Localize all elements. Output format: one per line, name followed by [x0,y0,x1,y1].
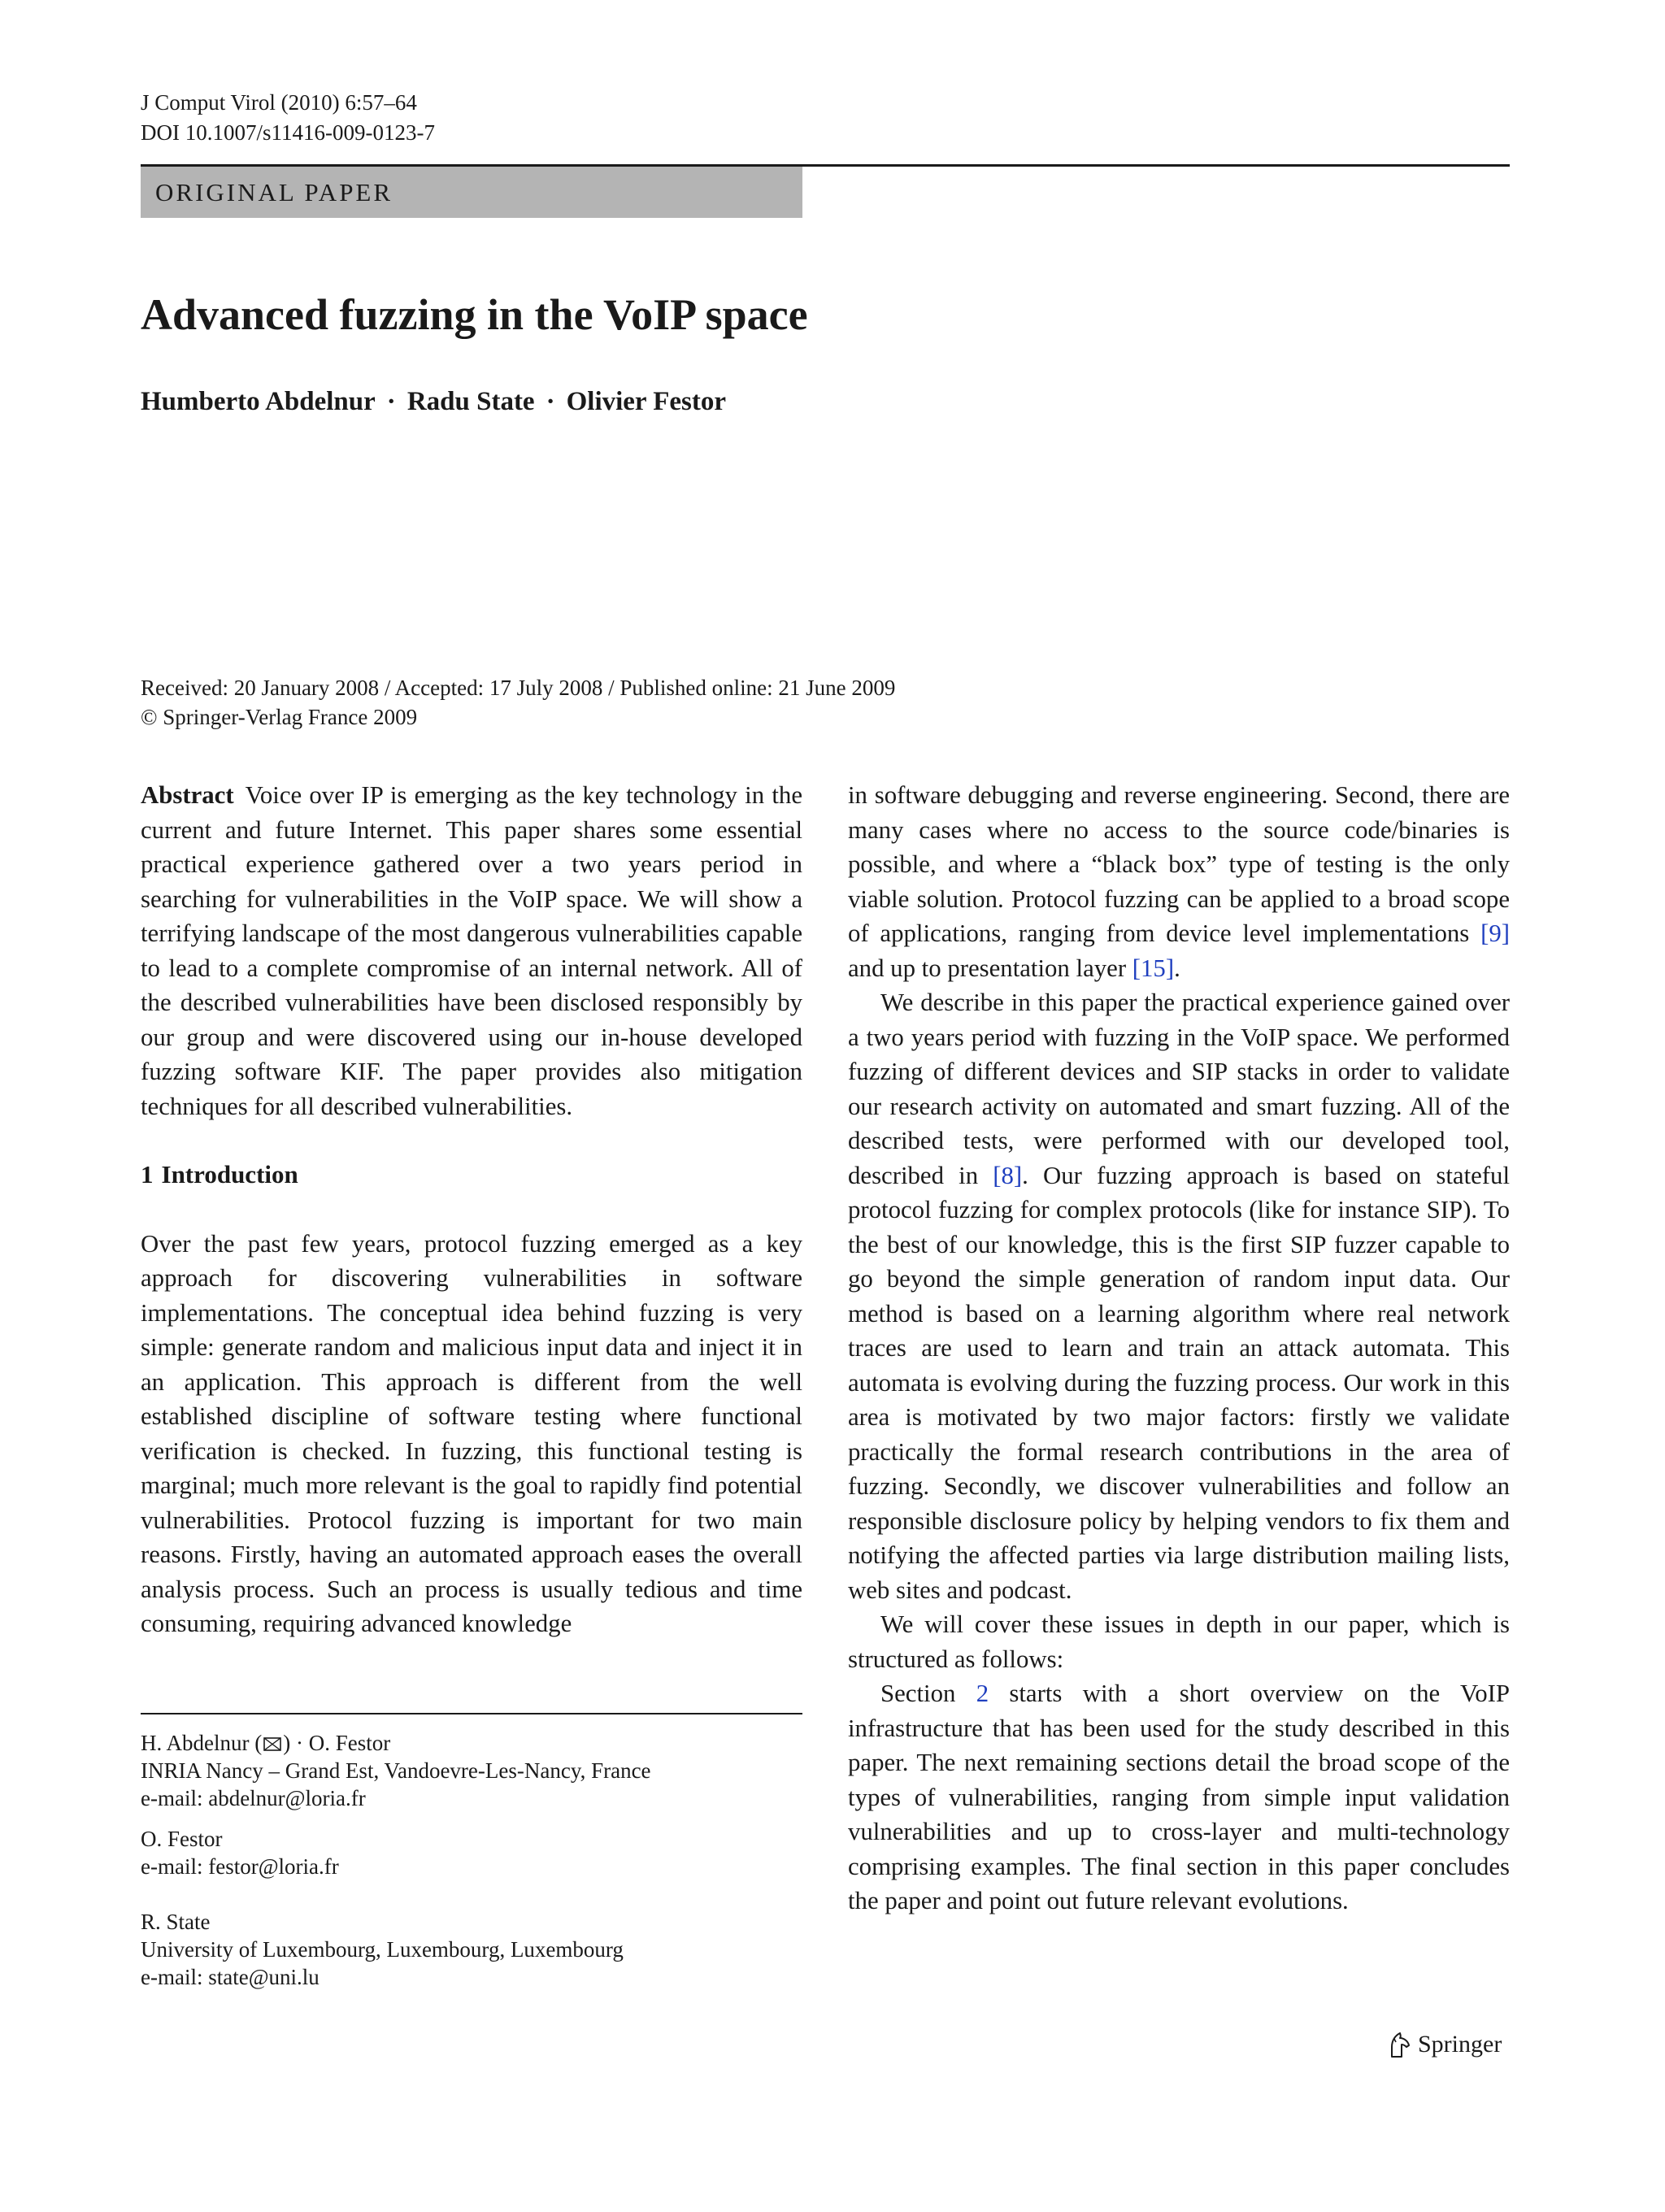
publication-dates [141,673,895,732]
affiliation-name: H. Abdelnur ( [141,1731,263,1755]
author-list [141,382,726,421]
paragraph-text: We describe in this paper the practical experience gained over a two years period with fuzzing in the VoIP space. We performed fuzzing of different devices and SIP stacks in order to validate our research activity on automated and smart fuzzing. All of the described tests, were performed with our developed tool, described in [848,989,1510,1189]
affiliation-name: R. State [141,1910,211,1934]
paragraph-text: in software debugging and reverse engineering. Second, there are many cases where no access to the source code/binaries is possible, and where a “black box” type of testing is the only viable solution. Protocol fuzzing can be applied to a broad scope of applications, ranging from device level implementations [848,781,1510,947]
springer-horse-icon [1387,2031,1411,2058]
intro-paragraph: Over the past few years, protocol fuzzing emerged as a key approach for discovering vulnerabilities in software implementations. The conceptual idea behind fuzzing is very simple: generate random and malicious input data and inject it in an application. This approach is different from the well established discipline of software testing where functional verification is checked. In fuzzing, this functional testing is marginal; much more relevant is the goal to rapidly find potential vulnerabilities. Protocol fuzzing is important for two main reasons. Firstly, having an automated approach eases the overall analysis process. Such an process is usually tedious and time consuming, requiring advanced knowledge [141,1229,802,1637]
abstract-text: Voice over IP is emerging as the key technology in the current and future Internet. This paper shares some essential practical experience gathered over a two years period in searching for vulnerabilities in the VoIP space. We will show a terrifying landscape of the most dangerous vulnerabilities capable to lead to a complete compromise of an internal network. All of the described vulnerabilities have been disclosed responsibly by our group and were discovered using our in-house developed fuzzing software KIF. The paper provides also mitigation techniques for all described vulnerabilities. [141,781,802,1120]
affiliation-names [141,1729,802,1757]
intro-paragraph: We will cover these issues in depth in our paper, which is structured as follows: [848,1610,1510,1673]
author-separator: · [386,387,396,416]
author-name: Olivier Festor [566,387,727,416]
history-line: Received: 20 January 2008 / Accepted: 17 July 2008 / Published online: 21 June 2009 [141,676,896,700]
journal-line: J Comput Virol (2010) 6:57–64 [141,90,417,115]
intro-paragraph-continued [848,778,1510,985]
affiliation-name: O. Festor [141,1827,223,1851]
citation-link[interactable]: [9] [1480,919,1510,947]
paragraph-text: and up to presentation layer [848,954,1132,982]
section-link[interactable]: 2 [976,1680,989,1707]
author-name: Radu State [406,387,535,416]
section-heading [141,1158,802,1193]
abstract-label: Abstract [141,781,234,809]
paragraph-text: . [1174,954,1180,982]
article-type-badge: ORIGINAL PAPER [141,167,802,218]
left-column [141,778,802,1641]
intro-paragraph [848,1676,1510,1919]
paragraph-text: starts with a short overview on the VoIP infrastructure that has been used for the study described in this paper. The next remaining sections detail the broad scope of the types of vulnerabilities, ranging from simple input validation vulnerabilities and up to cross-layer and multi-technology comprising examples. The final section in this paper concludes the paper and point out future relevant evolutions. [848,1680,1511,1914]
paragraph-text: Section [880,1680,976,1707]
copyright-line: © Springer-Verlag France 2009 [141,705,418,729]
publisher-name: Springer [1418,2031,1502,2058]
intro-paragraph [848,985,1510,1607]
section-number: 1 [141,1160,154,1189]
affiliation-email[interactable]: e-mail: abdelnur@loria.fr [141,1786,366,1810]
affiliation-email[interactable]: e-mail: state@uni.lu [141,1965,320,1989]
affiliation-institution: INRIA Nancy – Grand Est, Vandoevre-Les-Nancy, France [141,1758,651,1783]
affiliation-institution: University of Luxembourg, Luxembourg, Luxembourg [141,1937,624,1962]
author-separator: · [546,387,555,416]
citation-link[interactable]: [15] [1132,954,1175,982]
abstract [141,778,802,1123]
envelope-icon [263,1737,281,1751]
author-name: Humberto Abdelnur [141,387,376,416]
publisher-logo [1387,2028,1502,2061]
citation-link[interactable]: [8] [993,1161,1023,1189]
affiliation-block [141,1825,802,1880]
right-column [848,778,1510,1919]
doi-line: DOI 10.1007/s11416-009-0123-7 [141,120,435,145]
journal-citation [141,88,435,148]
section-title: Introduction [161,1160,298,1189]
footnote-rule [141,1713,802,1714]
affiliation-name: ) · O. Festor [283,1731,391,1755]
affiliation-block [141,1729,802,1812]
paper-title: Advanced fuzzing in the VoIP space [141,290,808,339]
affiliation-block [141,1908,802,1991]
affiliation-email[interactable]: e-mail: festor@loria.fr [141,1854,339,1879]
paragraph-text: . Our fuzzing approach is based on stateful protocol fuzzing for complex protocols (like for instance SIP). To the best of our knowledge, this is the first SIP fuzzer capable to go beyond the simple generation of random input data. Our method is based on a learning algorithm where real network traces are used to learn and train an attack automata. This automata is evolving during the fuzzing process. Our work in this area is motivated by two major factors: firstly we validate practically the formal research contributions in the area of fuzzing. Secondly, we discover vulnerabilities and follow an responsible disclosure policy by helping vendors to fix them and notifying the affected parties via large distribution mailing lists, web sites and podcast. [848,1161,1511,1604]
